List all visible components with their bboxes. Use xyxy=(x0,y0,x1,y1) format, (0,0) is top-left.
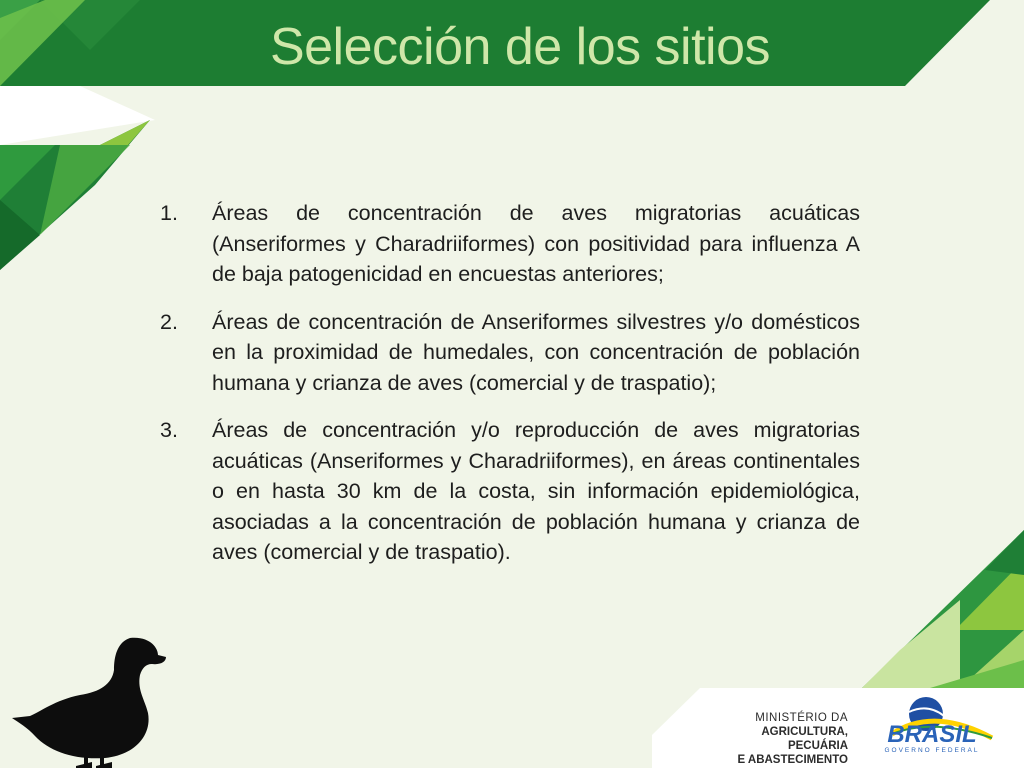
brasil-logo-word: BRASIL xyxy=(887,721,977,748)
ministry-label xyxy=(706,711,848,767)
list-item-text: Áreas de concentración y/o reproducción de aves migratorias acuáticas (Anseriformes y Charadriiformes), en áreas continentales o en hasta 30 km de la costa, sin información epidemiológica, asociadas a la concentración de población humana y crianza de aves (comercial y de traspatio). xyxy=(212,418,860,564)
list-item-text: Áreas de concentración de aves migratorias acuáticas (Anseriformes y Charadriiformes) con positividad para influenza A de baja patogenicidad en encuestas anteriores; xyxy=(212,201,860,286)
list-item xyxy=(160,307,860,399)
ministry-line-1: MINISTÉRIO DA xyxy=(755,712,848,724)
list-item xyxy=(160,198,860,290)
list-item-number: 1. xyxy=(160,201,178,225)
criteria-list xyxy=(160,198,860,585)
list-item-number: 3. xyxy=(160,418,178,442)
slide-title: Selección de los sitios xyxy=(269,18,771,76)
list-item-text: Áreas de concentración de Anseriformes silvestres y/o domésticos en la proximidad de humedales, con concentración de población humana y crianza de aves (comercial y de traspatio); xyxy=(212,309,860,395)
list-item xyxy=(160,415,860,568)
brasil-logo-icon xyxy=(862,694,1002,754)
duck-silhouette-icon xyxy=(12,638,166,768)
ministry-line-2: AGRICULTURA, PECUÁRIA xyxy=(761,726,848,752)
ministry-line-3: E ABASTECIMENTO xyxy=(737,754,848,766)
brasil-logo-sub: GOVERNO FEDERAL xyxy=(884,747,980,754)
list-item-number: 2. xyxy=(160,309,178,334)
